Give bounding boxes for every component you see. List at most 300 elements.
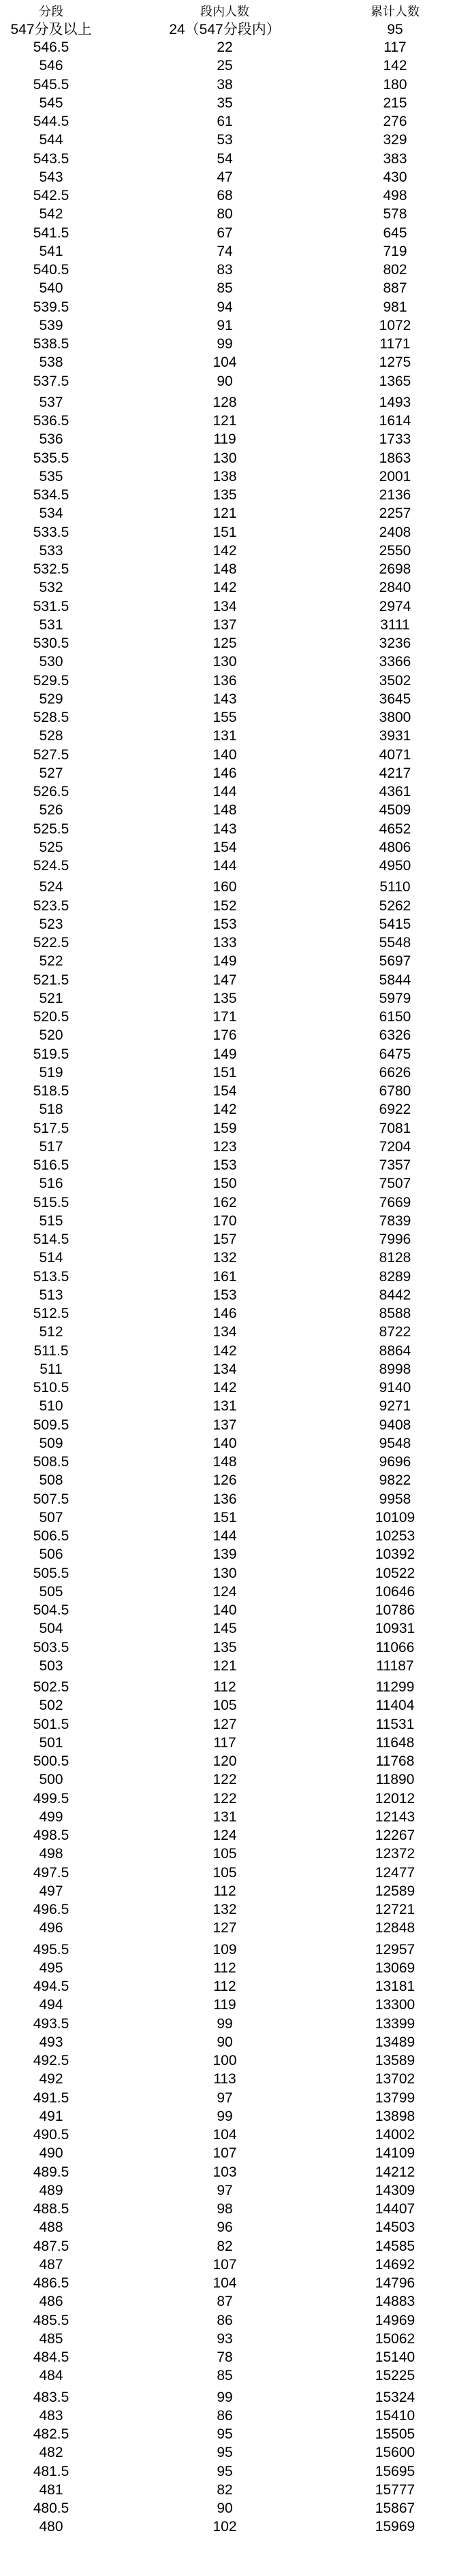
score-cell: 515 <box>39 1213 63 1229</box>
count-cell: 148 <box>212 561 237 577</box>
count-cell: 90 <box>217 374 233 389</box>
cumulative-cell: 180 <box>383 77 407 93</box>
score-cell: 526.5 <box>33 784 69 799</box>
table-row <box>0 262 457 278</box>
table-row <box>0 1510 457 1526</box>
count-cell: 126 <box>212 1472 237 1488</box>
score-cell: 485 <box>39 2331 63 2347</box>
cumulative-cell: 5110 <box>379 879 411 895</box>
cumulative-cell: 215 <box>383 95 407 111</box>
table-row <box>0 2219 457 2236</box>
count-cell: 103 <box>212 2164 237 2180</box>
count-cell: 149 <box>212 953 237 969</box>
score-cell: 533 <box>39 543 63 559</box>
count-cell: 135 <box>212 1640 237 1655</box>
cumulative-cell: 14883 <box>375 2294 415 2309</box>
table-row <box>0 431 457 448</box>
score-cell: 536.5 <box>33 413 69 429</box>
score-cell: 486 <box>39 2294 63 2309</box>
table-row <box>0 1547 457 1563</box>
cumulative-cell: 13589 <box>375 2053 415 2068</box>
table-row <box>0 2053 457 2069</box>
count-cell: 142 <box>212 1380 237 1396</box>
count-cell: 61 <box>217 114 233 129</box>
score-cell: 501.5 <box>33 1717 69 1732</box>
cumulative-cell: 15140 <box>375 2349 415 2365</box>
count-cell: 95 <box>217 2464 233 2479</box>
table-row <box>0 840 457 856</box>
table-row <box>0 374 457 390</box>
table-row <box>0 1584 457 1600</box>
score-cell: 525.5 <box>33 821 69 837</box>
score-cell: 508 <box>39 1472 63 1488</box>
cumulative-cell: 2408 <box>379 525 411 540</box>
cumulative-cell: 14109 <box>375 2145 415 2161</box>
table-row <box>0 991 457 1007</box>
cumulative-cell: 142 <box>383 58 407 73</box>
cumulative-cell: 10786 <box>375 1602 415 1618</box>
score-cell: 502 <box>39 1698 63 1713</box>
table-row <box>0 1361 457 1378</box>
table-row <box>0 1865 457 1881</box>
table-row <box>0 2034 457 2051</box>
header-cumulative: 累计人数 <box>371 5 420 19</box>
score-cell: 523.5 <box>33 898 69 914</box>
cumulative-cell: 13702 <box>375 2071 415 2087</box>
cumulative-cell: 7839 <box>379 1213 411 1229</box>
count-cell: 131 <box>212 1398 237 1414</box>
score-cell: 488 <box>39 2219 63 2235</box>
count-cell: 130 <box>212 450 237 466</box>
cumulative-cell: 2001 <box>379 469 411 484</box>
cumulative-cell: 6626 <box>379 1065 411 1080</box>
cumulative-cell: 13181 <box>375 1979 415 1994</box>
score-cell: 483.5 <box>33 2390 69 2405</box>
cumulative-cell: 8289 <box>379 1269 411 1285</box>
cumulative-cell: 12267 <box>375 1828 415 1843</box>
cumulative-cell: 8128 <box>379 1250 411 1266</box>
cumulative-cell: 15600 <box>375 2445 415 2460</box>
table-row <box>0 299 457 316</box>
count-cell: 35 <box>217 95 233 111</box>
cumulative-cell: 12143 <box>375 1809 415 1825</box>
table-row <box>0 132 457 148</box>
table-row <box>0 2500 457 2517</box>
count-cell: 135 <box>212 487 237 503</box>
table-row <box>0 1454 457 1470</box>
table-row <box>0 1809 457 1826</box>
table-row <box>0 784 457 800</box>
cumulative-cell: 15324 <box>375 2390 415 2405</box>
table-row <box>0 1491 457 1508</box>
table-row <box>0 2090 457 2107</box>
count-cell: 135 <box>212 991 237 1006</box>
cumulative-cell: 4950 <box>379 858 411 874</box>
score-cell: 500.5 <box>33 1753 69 1769</box>
score-cell: 483 <box>39 2408 63 2424</box>
score-cell: 527 <box>39 765 63 781</box>
count-cell: 100 <box>212 2053 237 2068</box>
count-cell: 112 <box>213 1883 236 1899</box>
count-cell: 154 <box>212 1083 237 1099</box>
cumulative-cell: 12372 <box>375 1846 415 1862</box>
count-cell: 160 <box>212 879 237 895</box>
cumulative-cell: 1365 <box>379 374 411 389</box>
count-cell: 107 <box>212 2257 237 2273</box>
count-cell: 86 <box>217 2408 233 2424</box>
cumulative-cell: 6326 <box>379 1027 411 1043</box>
score-cell: 491 <box>39 2109 63 2124</box>
table-row <box>0 2071 457 2087</box>
count-cell: 122 <box>212 1772 237 1787</box>
cumulative-cell: 5844 <box>379 972 411 988</box>
table-row <box>0 673 457 689</box>
count-cell: 138 <box>212 469 237 484</box>
count-cell: 93 <box>217 2331 233 2347</box>
count-cell: 128 <box>212 395 237 410</box>
table-row <box>0 318 457 334</box>
table-row <box>0 2127 457 2143</box>
cumulative-cell: 11531 <box>375 1717 415 1732</box>
table-row <box>0 1979 457 1995</box>
count-cell: 99 <box>217 336 233 352</box>
table-row <box>0 2201 457 2217</box>
count-cell: 83 <box>217 262 233 278</box>
count-cell: 132 <box>212 1250 237 1266</box>
table-row <box>0 413 457 429</box>
cumulative-cell: 11768 <box>375 1753 415 1769</box>
cumulative-cell: 9548 <box>379 1436 411 1451</box>
score-cell: 542 <box>39 206 63 222</box>
cumulative-cell: 14969 <box>375 2313 415 2328</box>
score-cell: 480.5 <box>33 2500 69 2516</box>
count-cell: 99 <box>217 2390 233 2405</box>
score-cell: 525 <box>39 840 63 855</box>
count-cell: 127 <box>212 1717 237 1732</box>
cumulative-cell: 6780 <box>379 1083 411 1099</box>
cumulative-cell: 276 <box>383 114 407 129</box>
count-cell: 161 <box>212 1269 237 1285</box>
score-cell: 494.5 <box>33 1979 69 1994</box>
score-cell: 537.5 <box>33 374 69 389</box>
score-cell: 504.5 <box>33 1602 69 1618</box>
score-cell: 539 <box>39 318 63 333</box>
count-cell: 134 <box>212 1361 237 1377</box>
count-cell: 112 <box>213 1979 236 1994</box>
score-cell: 519 <box>39 1065 63 1080</box>
count-cell: 105 <box>212 1846 237 1862</box>
score-cell: 504 <box>39 1621 63 1636</box>
count-cell: 122 <box>212 1791 237 1806</box>
score-cell: 488.5 <box>33 2201 69 2217</box>
cumulative-cell: 11404 <box>375 1698 415 1713</box>
count-cell: 90 <box>217 2034 233 2050</box>
count-cell: 47 <box>217 169 233 185</box>
count-cell: 162 <box>212 1195 237 1210</box>
table-row <box>0 206 457 222</box>
cumulative-cell: 10522 <box>375 1566 415 1581</box>
score-cell: 505.5 <box>33 1566 69 1581</box>
score-cell: 506.5 <box>33 1528 69 1544</box>
count-cell: 104 <box>212 2275 237 2291</box>
table-row <box>0 2164 457 2181</box>
table-row <box>0 1195 457 1211</box>
count-cell: 99 <box>217 2016 233 2032</box>
table-row <box>0 1343 457 1359</box>
table-row <box>0 543 457 559</box>
score-cell: 529.5 <box>33 673 69 689</box>
score-cell: 519.5 <box>33 1046 69 1062</box>
table-row <box>0 2183 457 2199</box>
table-row <box>0 1139 457 1155</box>
cumulative-cell: 11066 <box>375 1640 415 1655</box>
cumulative-cell: 15410 <box>375 2408 415 2424</box>
table-row <box>0 1846 457 1862</box>
count-cell: 104 <box>212 2127 237 2143</box>
header-count: 段内人数 <box>200 5 249 19</box>
table-header <box>0 4 457 20</box>
count-cell: 147 <box>212 972 237 988</box>
table-row <box>0 225 457 242</box>
cumulative-cell: 13898 <box>375 2109 415 2124</box>
score-cell: 534.5 <box>33 487 69 503</box>
table-row <box>0 561 457 578</box>
cumulative-cell: 5697 <box>379 953 411 969</box>
cumulative-cell: 10646 <box>375 1584 415 1600</box>
score-cell: 513.5 <box>33 1269 69 1285</box>
score-cell: 547分及以上 <box>10 22 92 37</box>
score-cell: 497.5 <box>33 1865 69 1881</box>
table-row <box>0 487 457 503</box>
count-cell: 153 <box>212 1287 237 1303</box>
cumulative-cell: 383 <box>383 151 407 167</box>
score-cell: 507.5 <box>33 1491 69 1507</box>
cumulative-cell: 7081 <box>379 1121 411 1136</box>
table-row <box>0 188 457 204</box>
cumulative-cell: 7357 <box>379 1157 411 1173</box>
score-cell: 518 <box>39 1102 63 1117</box>
table-row <box>0 1658 457 1674</box>
table-row <box>0 114 457 130</box>
count-cell: 137 <box>212 617 237 633</box>
cumulative-cell: 6922 <box>379 1102 411 1117</box>
table-row <box>0 1698 457 1714</box>
count-cell: 140 <box>212 747 237 763</box>
cumulative-cell: 430 <box>383 169 407 185</box>
score-cell: 538.5 <box>33 336 69 352</box>
header-score: 分段 <box>39 5 63 19</box>
score-cell: 501 <box>39 1735 63 1751</box>
count-cell: 119 <box>213 1997 236 2013</box>
count-cell: 123 <box>212 1139 237 1155</box>
table-row <box>0 2239 457 2255</box>
count-cell: 86 <box>217 2313 233 2328</box>
table-row <box>0 2445 457 2461</box>
table-row <box>0 2482 457 2498</box>
count-cell: 102 <box>212 2519 237 2534</box>
score-cell: 497 <box>39 1883 63 1899</box>
score-cell: 511 <box>40 1361 63 1377</box>
score-cell: 528.5 <box>33 710 69 725</box>
count-cell: 150 <box>212 1176 237 1191</box>
count-cell: 151 <box>212 1510 237 1525</box>
cumulative-cell: 2840 <box>379 580 411 595</box>
count-cell: 121 <box>212 1658 237 1674</box>
score-cell: 521 <box>39 991 63 1006</box>
cumulative-cell: 1614 <box>379 413 411 429</box>
cumulative-cell: 14796 <box>375 2275 415 2291</box>
table-row <box>0 336 457 352</box>
score-cell: 536 <box>39 431 63 447</box>
count-cell: 95 <box>217 2445 233 2460</box>
table-row <box>0 1083 457 1100</box>
table-row <box>0 1417 457 1434</box>
table-row <box>0 280 457 297</box>
cumulative-cell: 14503 <box>375 2219 415 2235</box>
table-row <box>0 1287 457 1304</box>
count-cell: 94 <box>217 299 233 315</box>
count-cell: 113 <box>213 2071 236 2087</box>
table-row <box>0 1009 457 1025</box>
count-cell: 97 <box>217 2090 233 2106</box>
table-row <box>0 1269 457 1285</box>
count-cell: 80 <box>217 206 233 222</box>
cumulative-cell: 4361 <box>379 784 411 799</box>
count-cell: 153 <box>212 1157 237 1173</box>
cumulative-cell: 7507 <box>379 1176 411 1191</box>
count-cell: 124 <box>212 1584 237 1600</box>
table-row <box>0 525 457 541</box>
cumulative-cell: 3645 <box>379 691 411 707</box>
score-cell: 526 <box>39 802 63 818</box>
score-cell: 534 <box>39 506 63 521</box>
table-row <box>0 1920 457 1936</box>
count-cell: 109 <box>212 1942 237 1958</box>
table-row <box>0 1753 457 1770</box>
table-row <box>0 1828 457 1844</box>
cumulative-cell: 1733 <box>379 431 411 447</box>
table-row <box>0 1250 457 1266</box>
cumulative-cell: 9958 <box>379 1491 411 1507</box>
count-cell: 153 <box>212 917 237 932</box>
cumulative-cell: 3236 <box>379 635 411 651</box>
table-row <box>0 728 457 744</box>
count-cell: 74 <box>217 244 233 259</box>
count-cell: 125 <box>212 635 237 651</box>
score-cell: 492.5 <box>33 2053 69 2068</box>
table-row <box>0 58 457 74</box>
count-cell: 24（547分段内） <box>169 22 281 37</box>
count-cell: 107 <box>212 2145 237 2161</box>
cumulative-cell: 498 <box>383 188 407 203</box>
count-cell: 136 <box>212 673 237 689</box>
score-cell: 486.5 <box>33 2275 69 2291</box>
score-cell: 482.5 <box>33 2426 69 2442</box>
table-row <box>0 2294 457 2310</box>
score-cell: 544 <box>39 132 63 148</box>
score-cell: 522.5 <box>33 935 69 951</box>
score-cell: 520.5 <box>33 1009 69 1025</box>
count-cell: 82 <box>217 2239 233 2254</box>
score-cell: 531 <box>39 617 63 633</box>
cumulative-cell: 9140 <box>379 1380 411 1396</box>
cumulative-cell: 9822 <box>379 1472 411 1488</box>
score-cell: 516.5 <box>33 1157 69 1173</box>
cumulative-cell: 15777 <box>375 2482 415 2498</box>
table-row <box>0 802 457 819</box>
cumulative-cell: 13069 <box>375 1960 415 1976</box>
cumulative-cell: 5262 <box>379 898 411 914</box>
count-cell: 132 <box>212 1902 237 1917</box>
count-cell: 154 <box>212 840 237 855</box>
table-row <box>0 1942 457 1958</box>
cumulative-cell: 117 <box>383 39 407 55</box>
score-cell: 511.5 <box>33 1343 69 1359</box>
score-cell: 480 <box>39 2519 63 2534</box>
score-cell: 505 <box>39 1584 63 1600</box>
count-cell: 96 <box>217 2219 233 2235</box>
count-cell: 119 <box>213 431 236 447</box>
count-cell: 134 <box>212 1324 237 1340</box>
table-row <box>0 2390 457 2406</box>
cumulative-cell: 719 <box>383 244 407 259</box>
table-row <box>0 580 457 596</box>
count-cell: 85 <box>217 280 233 296</box>
cumulative-cell: 1493 <box>379 395 411 410</box>
score-cell: 509 <box>39 1436 63 1451</box>
count-cell: 25 <box>217 58 233 73</box>
count-cell: 144 <box>212 1528 237 1544</box>
score-cell: 545.5 <box>33 77 69 93</box>
count-cell: 140 <box>212 1602 237 1618</box>
count-cell: 148 <box>212 802 237 818</box>
score-cell: 528 <box>39 728 63 744</box>
cumulative-cell: 11187 <box>376 1658 414 1674</box>
table-row <box>0 1640 457 1656</box>
count-cell: 170 <box>212 1213 237 1229</box>
table-row <box>0 1960 457 1977</box>
score-cell: 495.5 <box>33 1942 69 1958</box>
cumulative-cell: 95 <box>387 22 403 37</box>
table-row <box>0 1472 457 1489</box>
cumulative-cell: 12848 <box>375 1920 415 1936</box>
cumulative-cell: 2257 <box>379 506 411 521</box>
score-cell: 500 <box>39 1772 63 1787</box>
cumulative-cell: 887 <box>383 280 407 296</box>
table-row <box>0 821 457 838</box>
score-cell: 481.5 <box>33 2464 69 2479</box>
table-row <box>0 635 457 652</box>
table-row <box>0 169 457 186</box>
count-cell: 38 <box>217 77 233 93</box>
count-cell: 97 <box>217 2183 233 2198</box>
cumulative-cell: 15505 <box>375 2426 415 2442</box>
count-cell: 159 <box>212 1121 237 1136</box>
count-cell: 130 <box>212 1566 237 1581</box>
score-cell: 517.5 <box>33 1121 69 1136</box>
score-cell: 492 <box>39 2071 63 2087</box>
table-row <box>0 1380 457 1396</box>
count-cell: 144 <box>212 858 237 874</box>
table-row <box>0 935 457 951</box>
count-cell: 139 <box>212 1547 237 1562</box>
score-cell: 506 <box>39 1547 63 1562</box>
score-cell: 523 <box>39 917 63 932</box>
score-cell: 498 <box>39 1846 63 1862</box>
score-cell: 513 <box>39 1287 63 1303</box>
table-row <box>0 77 457 93</box>
score-cell: 543.5 <box>33 151 69 167</box>
